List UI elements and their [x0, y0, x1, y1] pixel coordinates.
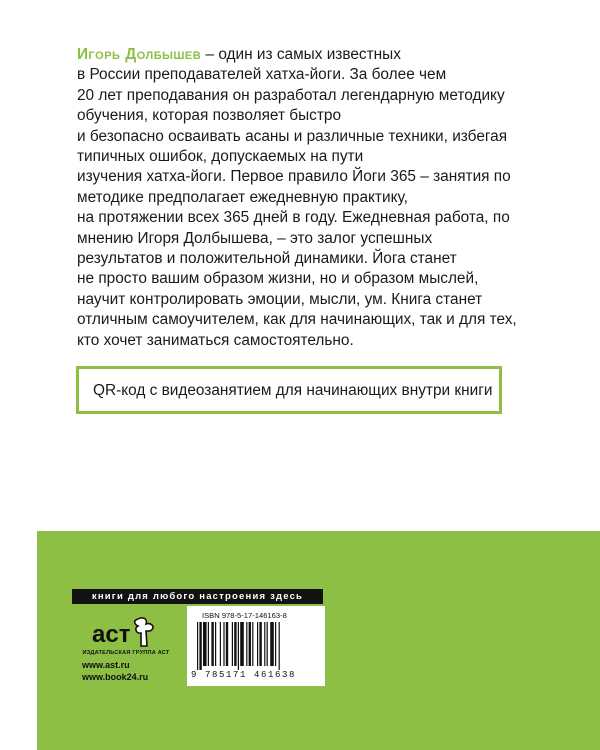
barcode-bar	[264, 622, 265, 666]
blurb-line: на протяжении всех 365 дней в году. Ежедневная работа, по	[77, 209, 510, 227]
barcode-bar	[220, 622, 221, 666]
blurb-line: научит контролировать эмоции, мысли, ум. Книга станет	[77, 290, 483, 308]
barcode-bar	[203, 622, 207, 666]
barcode-bar	[234, 622, 236, 666]
logo-text: аст	[92, 621, 131, 648]
barcode-bar	[238, 622, 239, 670]
barcode-bar	[223, 622, 224, 666]
barcode-bar	[199, 622, 201, 670]
author-name: Игорь Долбышев	[77, 46, 202, 63]
blurb-line: результатов и положительной динамики. Йога станет	[77, 250, 457, 268]
barcode-bar	[208, 622, 209, 666]
barcode-bar	[211, 622, 213, 666]
barcode-bar	[215, 622, 216, 666]
barcode-bar	[240, 622, 244, 666]
blurb-line	[77, 45, 497, 65]
website-link-ast[interactable]: www.ast.ru	[82, 660, 130, 670]
barcode-bar	[232, 622, 233, 666]
qr-note-box	[76, 366, 502, 414]
barcode-bar	[252, 622, 253, 666]
blurb-line: обучения, которая позволяет быстро	[77, 107, 342, 125]
back-cover-blurb	[77, 45, 517, 351]
blurb-line: мнению Игоря Долбышева, – это залог успешных	[77, 229, 433, 247]
qr-note-text: QR-код с видеозанятием для начинающих внутри книги	[93, 382, 493, 399]
blurb-line: типичных ошибок, допускаемых на пути	[77, 148, 364, 166]
blurb-line: в России преподавателей хатха-йоги. За более чем	[77, 66, 447, 84]
blurb-line: изучения хатха-йоги. Первое правило Йоги 365 – занятия по	[77, 168, 511, 186]
blurb-line: 20 лет преподавания он разработал легендарную методику	[77, 86, 505, 104]
tagline-banner: книги для любого настроения здесь	[72, 589, 323, 604]
publisher-block	[76, 614, 176, 694]
barcode-bar	[279, 622, 280, 670]
barcode-bar	[249, 622, 251, 666]
blurb-line: не просто вашим образом жизни, но и образом мыслей,	[77, 270, 479, 288]
blurb-line: методике предполагает ежедневную практику,	[77, 188, 408, 206]
barcode-bar	[275, 622, 276, 666]
barcode-bar	[267, 622, 268, 666]
barcode-bar	[197, 622, 198, 670]
blurb-line: и безопасно осваивать асаны и различные техники, избегая	[77, 127, 508, 145]
isbn-text: ISBN 978-5-17-146163-8	[202, 611, 287, 620]
website-link-book24[interactable]: www.book24.ru	[82, 672, 149, 682]
blurb-line: кто хочет заниматься самостоятельно.	[77, 331, 354, 349]
barcode-bar	[270, 622, 274, 666]
blurb-line: отличным самоучителем, как для начинающих, так и для тех,	[77, 311, 517, 329]
barcode-bar	[259, 622, 261, 666]
barcode-icon	[197, 622, 315, 670]
publisher-name: ИЗДАТЕЛЬСКАЯ ГРУППА АСТ	[82, 650, 170, 656]
ast-logo-icon	[90, 616, 162, 650]
barcode-bar	[246, 622, 247, 666]
barcode-bar	[226, 622, 228, 666]
barcode-bar	[257, 622, 258, 666]
ean-number: 9 785171 461638	[191, 670, 297, 680]
blurb-line1-rest: – один из самых известных	[201, 46, 401, 63]
barcode-label	[187, 606, 325, 686]
